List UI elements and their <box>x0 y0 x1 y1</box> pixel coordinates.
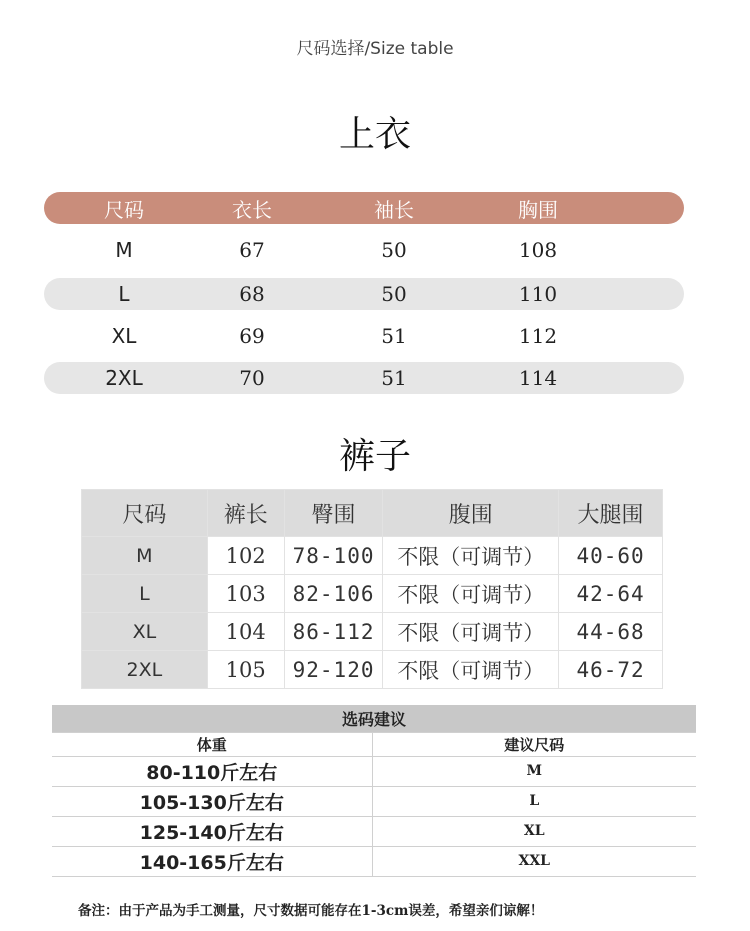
size-label: L <box>82 575 208 613</box>
size-advice-table <box>52 705 696 877</box>
pants-header-waist: 腹围 <box>383 490 559 537</box>
hip-value: 82-106 <box>284 575 383 613</box>
size-label: XL <box>111 324 137 348</box>
waist-value: 不限（可调节） <box>383 537 559 575</box>
length-value: 103 <box>207 575 284 613</box>
size-label: M <box>82 537 208 575</box>
pants-header-length: 裤长 <box>207 490 284 537</box>
table-row <box>82 575 663 613</box>
table-row <box>44 362 684 394</box>
length-value: 67 <box>239 238 265 262</box>
sleeve-value: 51 <box>381 324 407 348</box>
table-row <box>44 320 684 352</box>
table-row <box>44 234 684 266</box>
chest-value: 112 <box>518 324 558 348</box>
table-row <box>52 756 696 786</box>
recommended-size: L <box>372 786 696 816</box>
size-table-header: 尺码选择/Size table <box>296 39 454 59</box>
measurement-footnote: 备注：由于产品为手工测量，尺寸数据可能存在1-3cm误差，希望亲们谅解！ <box>78 903 544 919</box>
recommended-size: M <box>372 756 696 786</box>
advice-title-row <box>52 705 696 732</box>
chest-value: 110 <box>518 282 558 306</box>
thigh-value: 44-68 <box>559 613 663 651</box>
table-row <box>82 613 663 651</box>
advice-header-weight: 体重 <box>52 732 372 756</box>
advice-header-row <box>52 732 696 756</box>
table-row <box>52 786 696 816</box>
size-label: XL <box>82 613 208 651</box>
thigh-value: 42-64 <box>559 575 663 613</box>
recommended-size: XL <box>372 816 696 846</box>
tops-header-size: 尺码 <box>104 197 144 222</box>
thigh-value: 40-60 <box>559 537 663 575</box>
table-row <box>82 651 663 689</box>
hip-value: 86-112 <box>284 613 383 651</box>
length-value: 102 <box>207 537 284 575</box>
waist-value: 不限（可调节） <box>383 651 559 689</box>
chest-value: 108 <box>518 238 558 262</box>
length-value: 69 <box>239 324 265 348</box>
tops-section-title: 上衣 <box>338 114 411 155</box>
size-label: M <box>115 238 133 262</box>
sleeve-value: 51 <box>381 366 407 390</box>
weight-range: 125-140斤左右 <box>52 816 372 846</box>
length-value: 104 <box>207 613 284 651</box>
hip-value: 78-100 <box>284 537 383 575</box>
weight-range: 80-110斤左右 <box>52 756 372 786</box>
length-value: 70 <box>239 366 265 390</box>
pants-header-thigh: 大腿围 <box>559 490 663 537</box>
length-value: 68 <box>239 282 265 306</box>
tops-header-sleeve: 袖长 <box>374 197 414 222</box>
sleeve-value: 50 <box>381 282 407 306</box>
waist-value: 不限（可调节） <box>383 575 559 613</box>
size-label: 2XL <box>105 366 143 390</box>
chest-value: 114 <box>518 366 558 390</box>
weight-range: 105-130斤左右 <box>52 786 372 816</box>
table-row <box>82 537 663 575</box>
pants-header-size: 尺码 <box>82 490 208 537</box>
waist-value: 不限（可调节） <box>383 613 559 651</box>
advice-title: 选码建议 <box>52 705 696 732</box>
weight-range: 140-165斤左右 <box>52 846 372 876</box>
table-row <box>52 846 696 876</box>
thigh-value: 46-72 <box>559 651 663 689</box>
pants-header-row <box>82 490 663 537</box>
table-row <box>52 816 696 846</box>
pants-size-table <box>81 489 663 689</box>
length-value: 105 <box>207 651 284 689</box>
sleeve-value: 50 <box>381 238 407 262</box>
tops-header-length: 衣长 <box>232 197 272 222</box>
tops-header-chest: 胸围 <box>518 197 558 222</box>
size-label: L <box>118 282 130 306</box>
pants-header-hip: 臀围 <box>284 490 383 537</box>
tops-header-row <box>44 192 684 224</box>
hip-value: 92-120 <box>284 651 383 689</box>
recommended-size: XXL <box>372 846 696 876</box>
pants-section-title: 裤子 <box>338 436 411 477</box>
size-label: 2XL <box>82 651 208 689</box>
table-row <box>44 278 684 310</box>
advice-header-size: 建议尺码 <box>372 732 696 756</box>
